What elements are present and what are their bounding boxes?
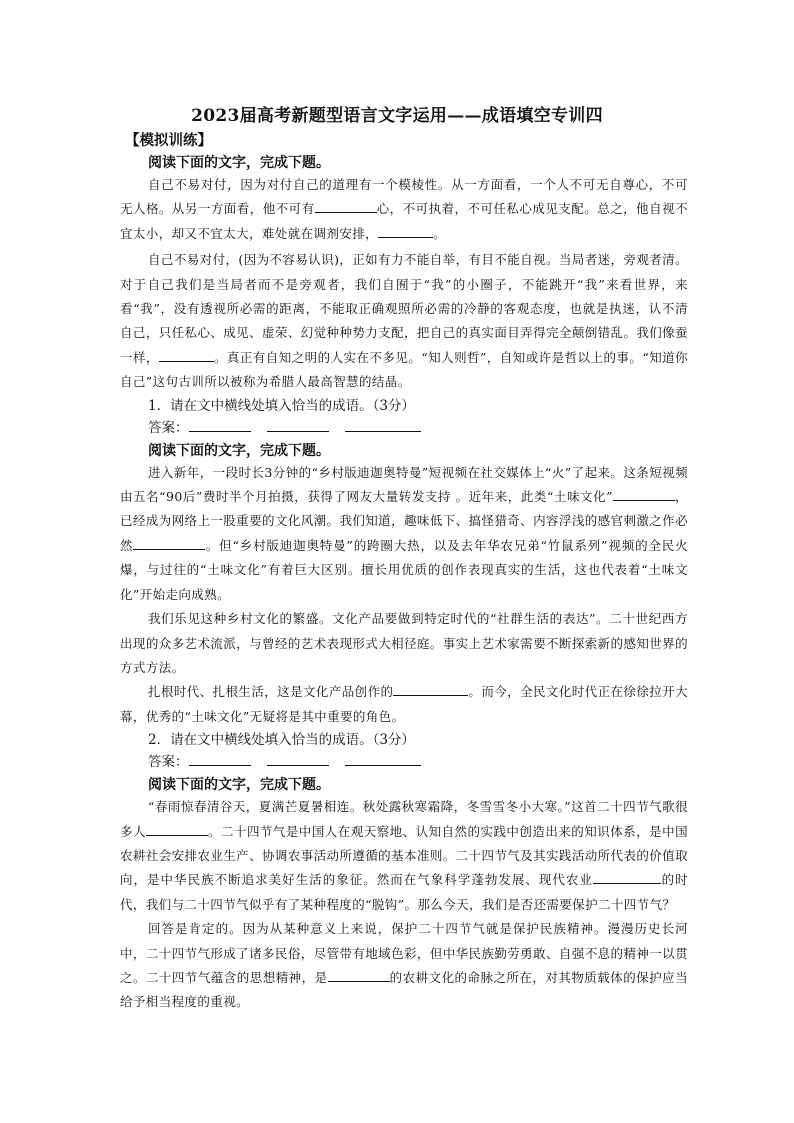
passage1-p2-text-a: 自己不易对付，(因为不容易认识)，正如有力不能自举，有目不能自视。当局者迷，旁观者清。对于自己我们是当局者而不是旁观者，我们自囿于“我”的小圈子，不能跳开“我”来看世界，来看“我”，没有透视所必需的距离，不能取正确观照所必需的冷静的客观态度，也就是执迷，认不清自己，只任私心、成见、虚荣、幻觉种种势力支配，把自己的真实面目弄得完全颠倒错乱。我们像蚕一样，: [120, 252, 688, 365]
answer-blank[interactable]: [189, 419, 251, 432]
instruction-3: 阅读下面的文字，完成下题。: [148, 777, 330, 794]
passage3-p2-text-a: 回答是肯定的。因为从某种意义上来说，保护二十四节气就是保护民族精神。漫漫历史长河中，二十四节气形成了诸多民俗，尽管带有地域色彩，但中华民族勤劳勇敢、自强不息的精神一以贯之。二十四节气蕴含的思想精神，是: [120, 921, 688, 985]
passage3-paragraph-2: [120, 917, 688, 1015]
passage1-p1-text-b: 心，不可执着，不可任私心成见支配。总之，他自视不宜太小，却又不宜太大，难处就在调剂安排，: [120, 201, 688, 241]
passage2-p1-text-a: 进入新年，一段时长3分钟的“乡村版迪迦奥特曼”短视频在社交媒体上“火”了起来。这条短视频由五名“90后”费时半个月拍摄，获得了网友大量转发支持 。近年来，此类“土味文化”: [120, 464, 688, 505]
passage3-p1-text-b: 。二十四节气是中国人在观天察地、认知自然的实践中创造出来的知识体系，是中国农耕社会安排农业生产、协调农事活动所遵循的基本准则。二十四节气及其实践活动所代表的价值取向，是中华民族不断追求美好生活的象征。然而在气象科学蓬勃发展、现代农业: [120, 823, 688, 888]
question-1: 1．请在文中横线处填入恰当的成语。（3分）: [148, 397, 415, 414]
document-body: [120, 131, 688, 1015]
passage3-p1-text-c: 的时代，我们与二十四节气似乎有了某种程度的“脱钩”。那么今天，我们是否还需要保护二十四节气？: [120, 872, 688, 912]
fill-blank[interactable]: [393, 683, 468, 696]
fill-blank[interactable]: [613, 488, 675, 501]
passage2-p1-text-b: ，已经成为网络上一股重要的文化风潮。我们知道，趣味低下、搞怪猎奇、内容浮浅的感官刺激之作必然: [120, 489, 688, 553]
passage2-paragraph-3: [120, 680, 688, 729]
answer-blank[interactable]: [189, 753, 251, 766]
answer-label: 答案：: [148, 419, 189, 436]
fill-blank[interactable]: [146, 823, 208, 836]
fill-blank[interactable]: [315, 200, 377, 213]
passage3-paragraph-1: [120, 795, 688, 917]
question-2: 2．请在文中横线处填入恰当的成语。（3分）: [148, 732, 415, 749]
passage2-p3-text-a: 扎根时代、扎根生活，这是文化产品创作的: [148, 684, 394, 700]
fill-blank[interactable]: [328, 969, 390, 982]
passage1-paragraph-1: [120, 173, 688, 246]
answer-blank[interactable]: [267, 753, 329, 766]
passage1-p1-text-c: 。: [433, 225, 446, 241]
document-title: 2023届高考新题型语言文字运用——成语填空专训四: [191, 106, 603, 126]
passage1-p1-text-a: 自己不易对付，因为对付自己的道理有一个模棱性。从一方面看，一个人不可无自尊心，不可无人格。从另一方面看，他不可有: [120, 177, 688, 217]
answer-label: 答案：: [148, 754, 189, 771]
fill-blank[interactable]: [378, 225, 433, 238]
instruction-2: 阅读下面的文字，完成下题。: [148, 442, 330, 459]
answer-blank[interactable]: [345, 419, 421, 432]
answer-line-2: [148, 751, 688, 773]
section-label: 【模拟训练】: [125, 132, 212, 149]
answer-line-1: [148, 417, 688, 439]
fill-blank[interactable]: [159, 349, 214, 362]
passage2-paragraph-1: [120, 461, 688, 607]
passage3-p1-text-a: “春雨惊春清谷天，夏满芒夏暑相连。秋处露秋寒霜降，冬雪雪冬小大寒。”这首二十四节气歌很多人: [120, 799, 688, 839]
passage1-paragraph-2: [120, 248, 688, 394]
answer-blank[interactable]: [345, 753, 421, 766]
passage2-paragraph-2: 我们乐见这种乡村文化的繁盛。文化产品要做到特定时代的“社群生活的表达”。二十世纪西方出现的众多艺术流派，与曾经的艺术表现形式大相径庭。事实上艺术家需要不断探索新的感知世界的方式方法。: [120, 611, 688, 675]
fill-blank[interactable]: [593, 871, 661, 884]
instruction-1: 阅读下面的文字，完成下题。: [148, 155, 330, 171]
fill-blank[interactable]: [133, 537, 205, 550]
answer-blank[interactable]: [267, 419, 329, 432]
passage2-p3-text-b: 。而今，全民文化时代正在徐徐拉开大幕，优秀的“土味文化”无疑将是其中重要的角色。: [120, 684, 688, 724]
passage3-p2-text-b: 的农耕文化的命脉之所在，对其物质载体的保护应当给予相当程度的重视。: [120, 969, 688, 1010]
passage1-p2-text-b: 。真正有自知之明的人实在不多见。“知人则哲”，自知或许是哲以上的事。“知道你自己”这句古训所以被称为希腊人最高智慧的结晶。: [120, 349, 689, 390]
passage2-p1-text-c: 。但“乡村版迪迦奥特曼”的跨圈大热，以及去年华农兄弟“竹鼠系列”视频的全民火爆，与过往的“土味文化”有着巨大区别。擅长用优质的创作表现真实的生活，这也代表着“土味文化”开始走向成熟。: [120, 537, 689, 602]
